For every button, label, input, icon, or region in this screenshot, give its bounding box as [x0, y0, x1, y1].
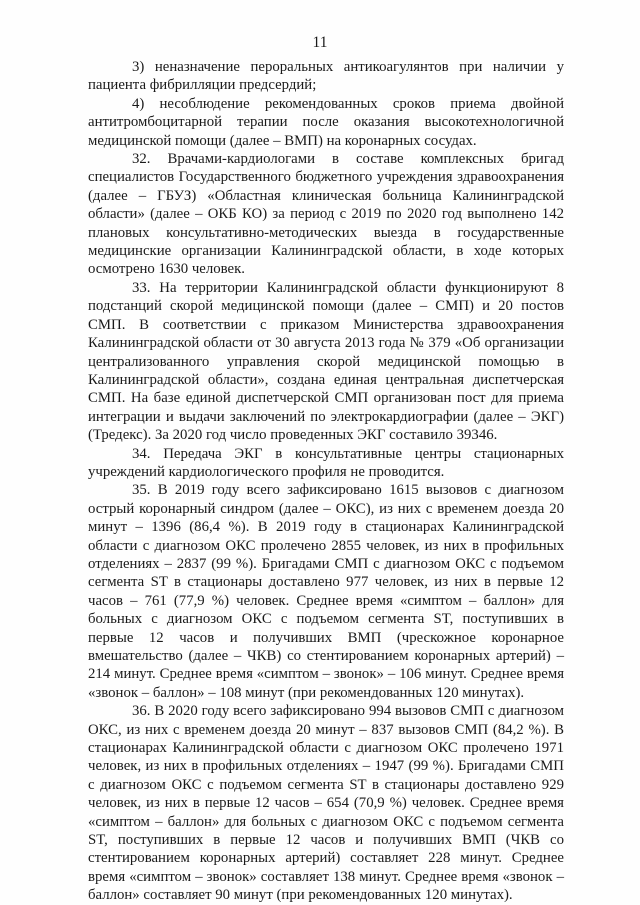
- paragraph-33: 33. На территории Калининградской области функционируют 8 подстанций скорой медицинской помощи (далее – СМП) и 20 постов СМП. В соответствии с приказом Министерства здравоохранения Калининградской области от 30 августа 2013 года № 379 «Об организации централизованного управления скорой медицинской помощью в Калининградской области», создана единая центральная диспетчерская СМП. На базе единой диспетчерской СМП организован пост для приема интеграции и выдачи заключений по электрокардиографии (далее – ЭКГ) (Тредекс). За 2020 год число проведенных ЭКГ составило 39346.: [88, 279, 564, 444]
- paragraph-36: 36. В 2020 году всего зафиксировано 994 вызовов СМП с диагнозом ОКС, из них с временем доезда 20 минут – 837 вызовов СМП (84,2 %). В стационарах Калининградской области с диагнозом ОКС пролечено 1971 человек, из них в профильных отделениях – 1947 (99 %). Бригадами СМП с диагнозом ОКС с подъемом сегмента ST в стационары доставлено 929 человек, из них в первые 12 часов – 654 (70,9 %) человек. Среднее время «симптом – баллон» для больных с диагнозом ОКС с подъемом сегмента ST, поступивших в первые 12 часов и получивших ВМП (ЧКВ со стентированием коронарных артерий) составляет 228 минут. Среднее время «симптом – звонок» составляет 138 минут. Среднее время «звонок – баллон» составляет 90 минут (при рекомендованных 120 минутах).: [88, 703, 564, 904]
- paragraph-34: 34. Передача ЭКГ в консультативные центры стационарных учреждений кардиологического профиля не проводится.: [88, 445, 564, 480]
- document-body: [88, 58, 564, 905]
- paragraph-35: 35. В 2019 году всего зафиксировано 1615 вызовов с диагнозом острый коронарный синдром (далее – ОКС), из них с временем доезда 20 минут – 1396 (86,4 %). В 2019 году в стационарах Калининградской области с диагнозом ОКС пролечено 2855 человек, из них в профильных отделениях – 2837 (99 %). Бригадами СМП с диагнозом ОКС с подъемом сегмента ST в стационары доставлено 977 человек, из них в первые 12 часов – 761 (77,9 %) человек. Среднее время «симптом – баллон» для больных с диагнозом ОКС с подъемом сегмента ST, поступивших в первые 12 часов и получивших ВМП (чрескожное коронарное вмешательство (далее – ЧКВ) со стентированием коронарных артерий) – 214 минут. Среднее время «симптом – звонок» – 106 минут. Среднее время «звонок – баллон» – 108 минут (при рекомендованных 120 минутах).: [88, 482, 564, 701]
- page-number: 11: [312, 34, 328, 51]
- paragraph-32: 32. Врачами-кардиологами в составе комплексных бригад специалистов Государственного бюджетного учреждения здравоохранения (далее – ГБУЗ) «Областная клиническая больница Калининградской области» (далее – ОКБ КО) за период с 2019 по 2020 год выполнено 142 плановых консультативно-методических выезда в государственные медицинские организации Калининградской области, в ходе которых осмотрено 1630 человек.: [88, 151, 564, 278]
- paragraph-item-3: 3) неназначение пероральных антикоагулянтов при наличии у пациента фибрилляции предсердий;: [88, 59, 564, 94]
- paragraph-item-4: 4) несоблюдение рекомендованных сроков приема двойной антитромбоцитарной терапии после оказания высокотехнологичной медицинской помощи (далее – ВМП) на коронарных сосудах.: [88, 95, 564, 149]
